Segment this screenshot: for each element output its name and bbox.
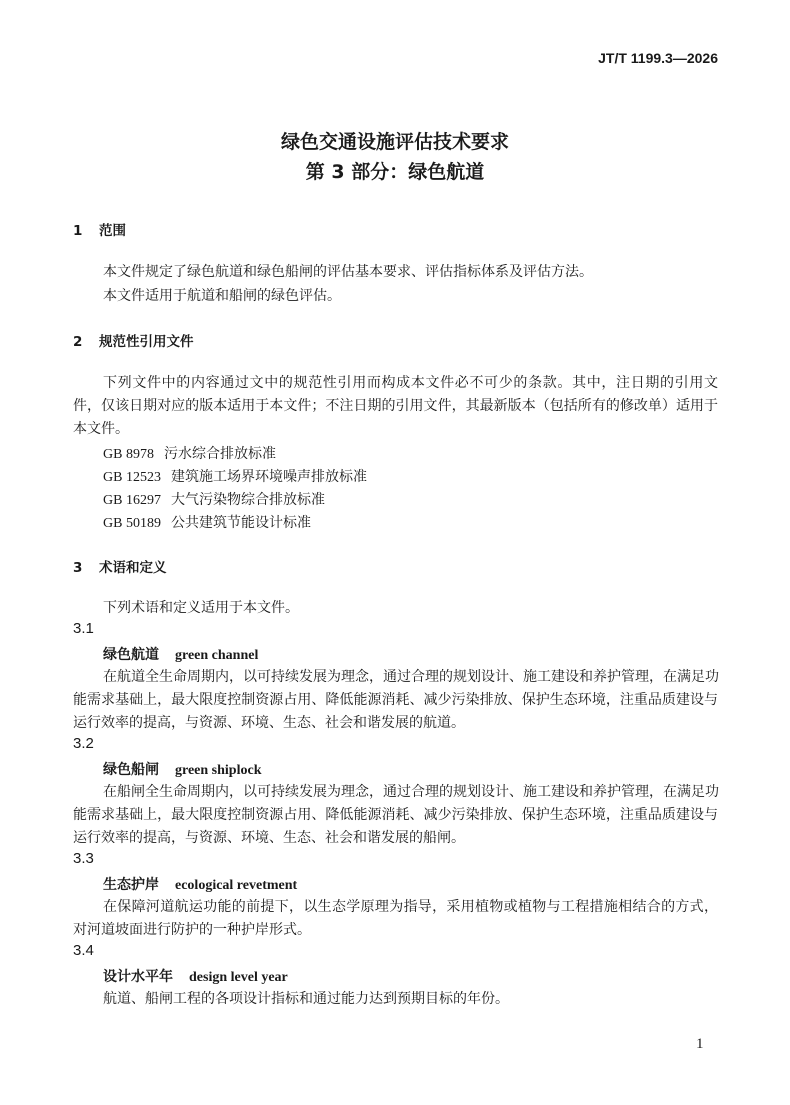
reference-name: 公共建筑节能设计标准 (170, 515, 311, 531)
reference-code: GB 50189 (103, 516, 161, 531)
definition-line: 运行效率的提高，与资源、环境、生态、社会和谐发展的航道。 (73, 715, 465, 731)
definition-line: 在船闸全生命周期内，以可持续发展为理念，通过合理的规划设计、施工建设和养护管理，在满足功 (103, 784, 719, 800)
clause-number: 3.2 (73, 735, 94, 752)
section-heading-scope (73, 219, 126, 239)
section-number: 2 (73, 334, 83, 350)
clause-number: 3.3 (73, 850, 94, 867)
term-en: green shiplock (175, 763, 262, 778)
definition-line: 对河道坡面进行防护的一种护岸形式。 (73, 922, 311, 938)
section-number: 3 (73, 560, 83, 576)
term-zh: 绿色船闸 (103, 762, 159, 778)
term-en: green channel (175, 648, 259, 663)
reference-item (103, 443, 276, 463)
term-entry (103, 759, 261, 779)
paragraph-line: 本文件。 (73, 421, 129, 437)
definition-line: 航道、船闸工程的各项设计指标和通过能力达到预期目标的年份。 (103, 991, 509, 1007)
term-zh: 生态护岸 (103, 877, 159, 893)
definition-line: 能需求基础上，最大限度控制资源占用、降低能源消耗、减少污染排放、保护生态环境，注重品质建设与 (73, 692, 718, 708)
paragraph-line: 本文件适用于航道和船闸的绿色评估。 (103, 288, 341, 304)
reference-name: 污水综合排放标准 (163, 446, 276, 462)
document-title: 绿色交通设施评估技术要求 (280, 131, 509, 153)
definition-line: 能需求基础上，最大限度控制资源占用、降低能源消耗、减少污染排放、保护生态环境，注重品质建设与 (73, 807, 718, 823)
reference-item (103, 466, 367, 486)
clause-number: 3.4 (73, 942, 94, 959)
paragraph-line: 本文件规定了绿色航道和绿色船闸的评估基本要求、评估指标体系及评估方法。 (103, 264, 593, 280)
section-title: 术语和定义 (99, 560, 167, 576)
reference-item (103, 512, 311, 532)
section-title: 规范性引用文件 (99, 334, 194, 350)
section-heading-terms (73, 556, 167, 576)
reference-code: GB 16297 (103, 493, 161, 508)
term-en: design level year (189, 970, 288, 985)
term-entry (103, 644, 258, 664)
paragraph-line: 件，仅该日期对应的版本适用于本文件；不注日期的引用文件，其最新版本（包括所有的修改单）适用于 (73, 398, 718, 414)
term-en: ecological revetment (175, 878, 298, 893)
term-entry (103, 966, 288, 986)
reference-item (103, 489, 325, 509)
definition-line: 在保障河道航运功能的前提下，以生态学原理为指导，采用植物或植物与工程措施相结合的方式， (103, 899, 718, 915)
reference-code: GB 8978 (103, 447, 154, 462)
section-heading-normative-references (73, 330, 194, 350)
term-entry (103, 874, 297, 894)
section-title: 范围 (99, 223, 126, 239)
term-zh: 绿色航道 (103, 647, 159, 663)
document-number: JT/T 1199.3—2026 (598, 50, 718, 66)
paragraph-line: 下列文件中的内容通过文中的规范性引用而构成本文件必不可少的条款。其中，注日期的引用文 (103, 375, 718, 391)
definition-line: 运行效率的提高，与资源、环境、生态、社会和谐发展的船闸。 (73, 830, 465, 846)
reference-name: 大气污染物综合排放标准 (170, 492, 325, 508)
paragraph-line: 下列术语和定义适用于本文件。 (103, 600, 299, 616)
page-number: 1 (696, 1036, 704, 1052)
reference-name: 建筑施工场界环境噪声排放标准 (170, 469, 367, 485)
definition-line: 在航道全生命周期内，以可持续发展为理念，通过合理的规划设计、施工建设和养护管理，在满足功 (103, 669, 719, 685)
clause-number: 3.1 (73, 620, 94, 637)
section-number: 1 (73, 223, 83, 239)
document-subtitle: 第 3 部分：绿色航道 (305, 161, 485, 183)
term-zh: 设计水平年 (103, 969, 173, 985)
reference-code: GB 12523 (103, 470, 161, 485)
